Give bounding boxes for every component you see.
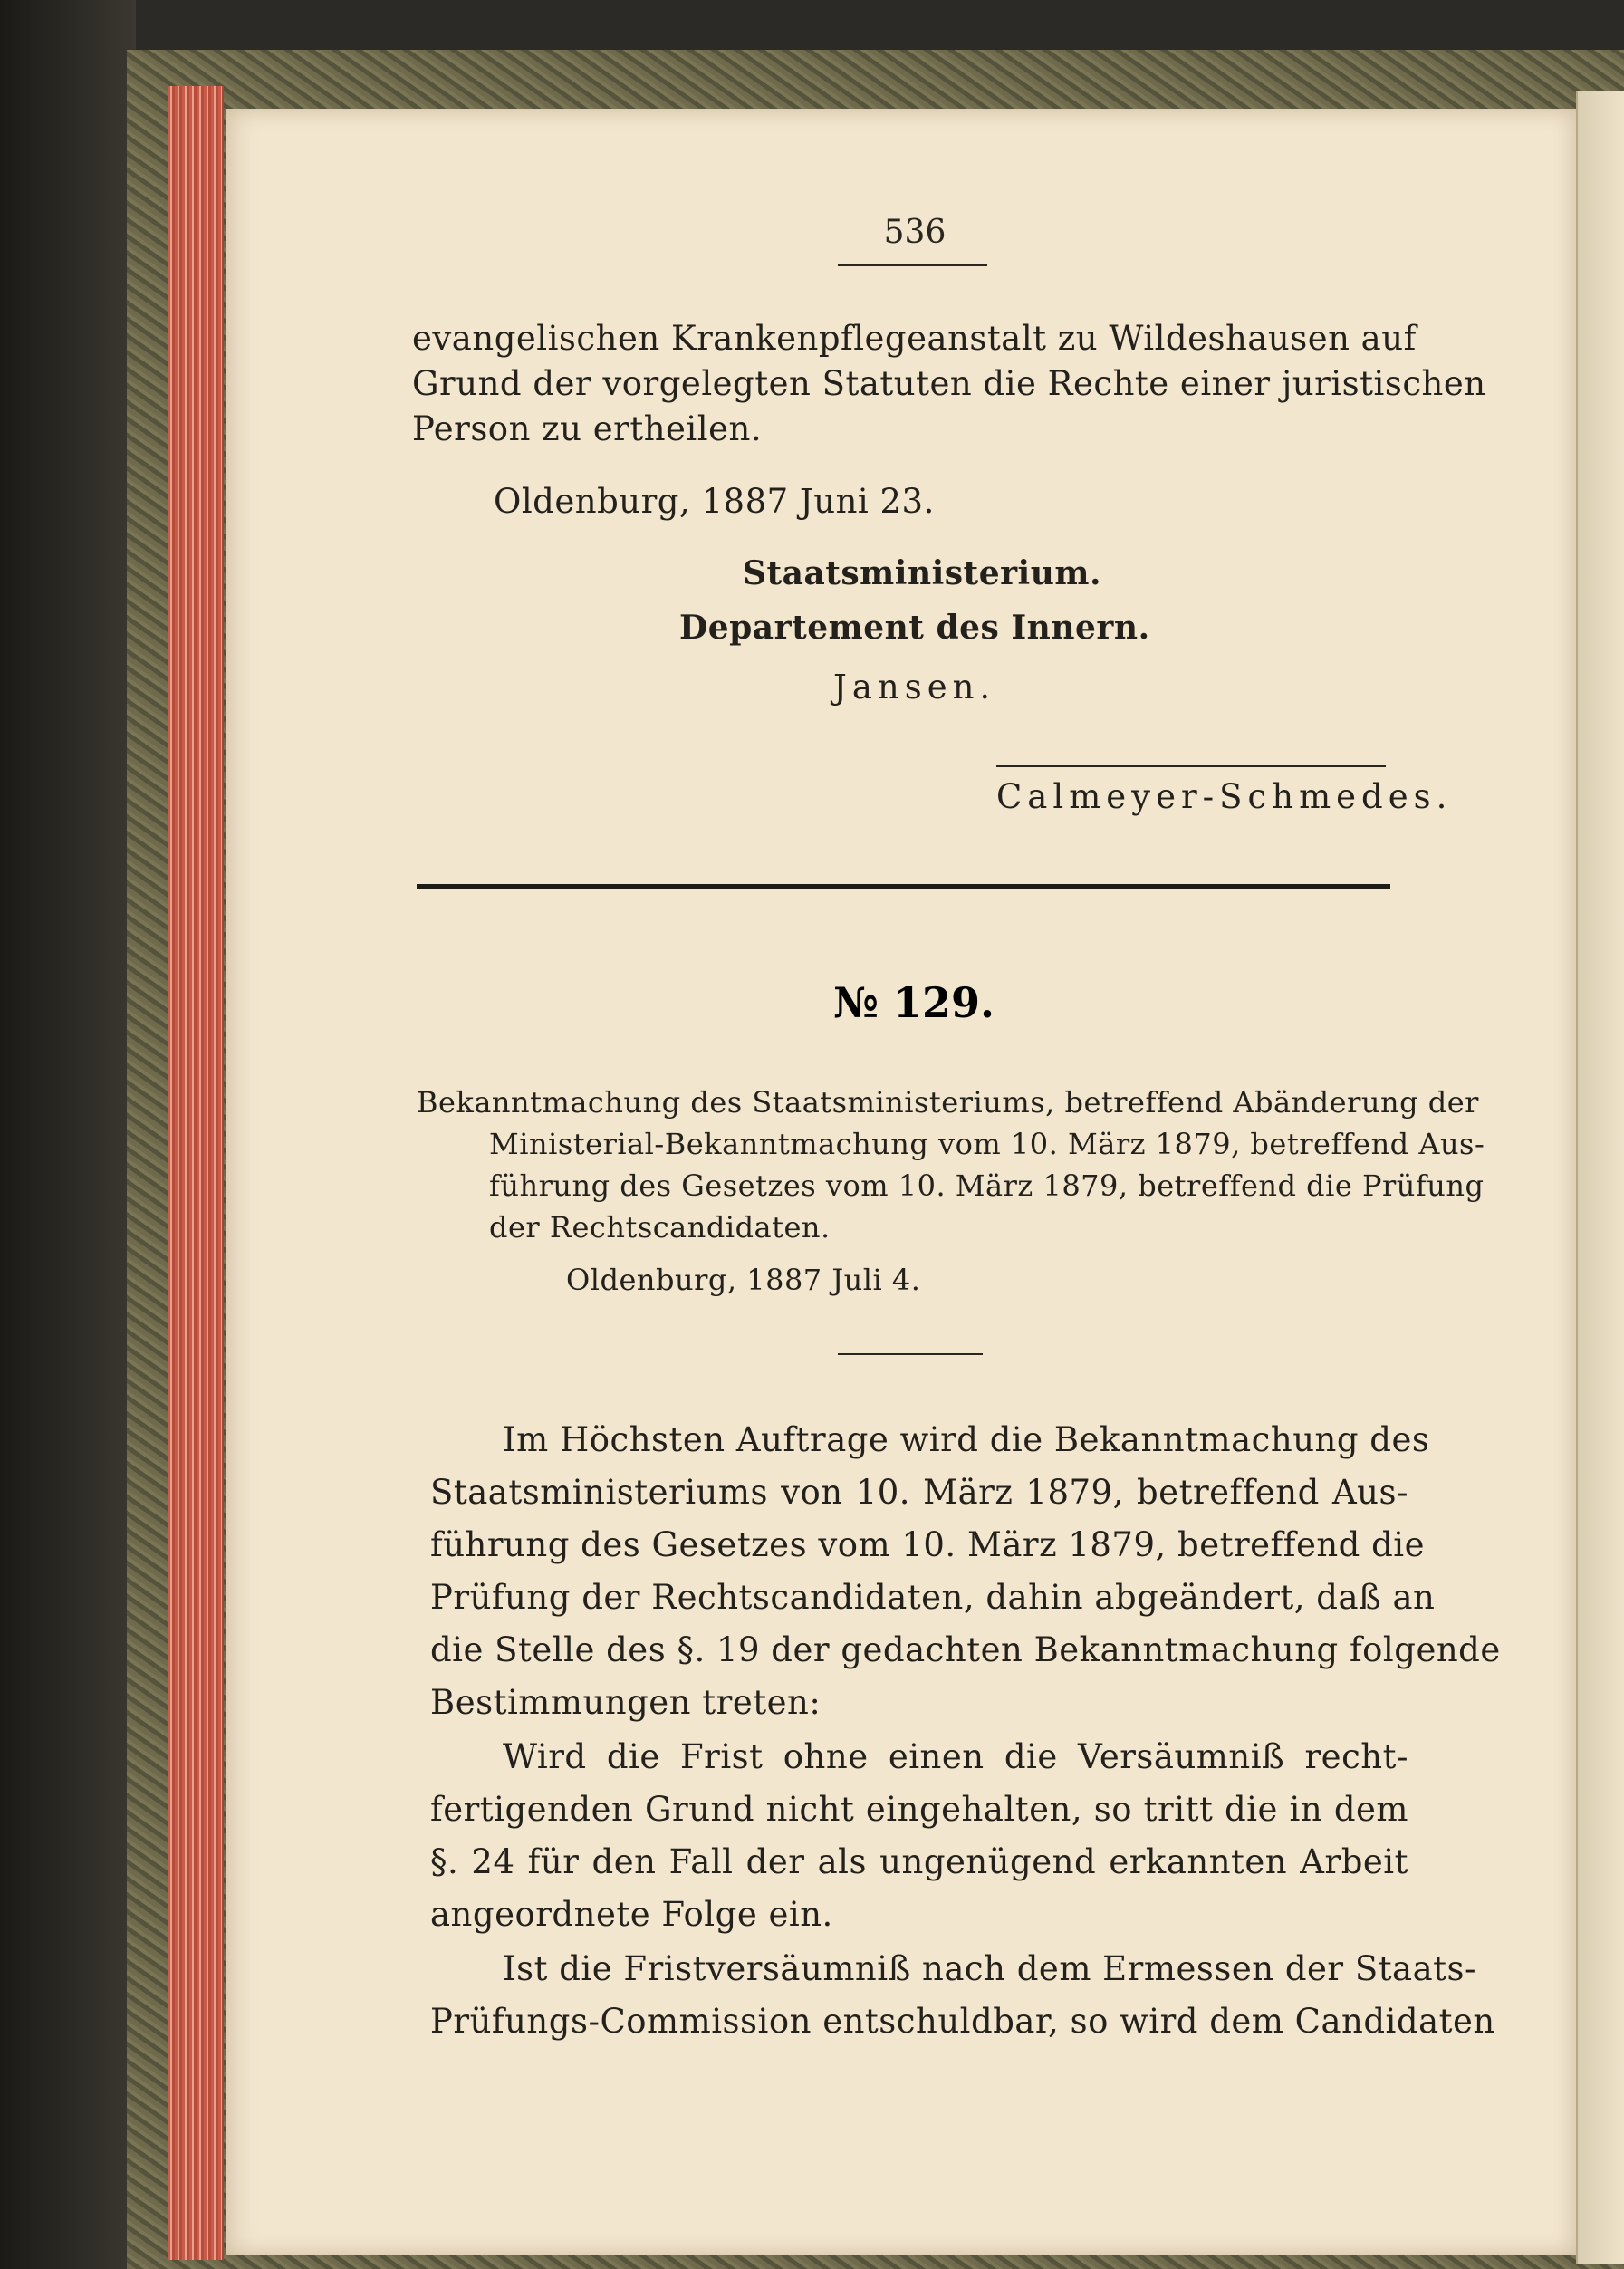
body-line: §. 24 für den Fall der als ungenügend erkannten Arbeit [430,1842,1408,1881]
announcement-line: führung des Gesetzes vom 10. März 1879, betreffend die Prüfung [489,1168,1485,1203]
body-line: Im Höchsten Auftrage wird die Bekanntmachung des [503,1420,1430,1459]
body-line: Wird die Frist ohne einen die Versäumniß recht- [503,1737,1408,1776]
department-heading: Departement des Innern. [679,609,1150,647]
announcement-rule [838,1353,983,1355]
intro-line: Person zu ertheilen. [412,409,763,448]
section-divider [417,884,1390,889]
body-line: führung des Gesetzes vom 10. März 1879, betreffend die [430,1525,1426,1564]
intro-line: Grund der vorgelegten Statuten die Rechte einer juristischen [412,364,1486,403]
announcement-line: Ministerial-Bekanntmachung vom 10. März 1879, betreffend Aus- [489,1127,1485,1161]
intro-line: evangelischen Krankenpflegeanstalt zu Wildeshausen auf [412,319,1417,358]
page-number: 536 [883,214,947,251]
facing-page-edge [1576,91,1624,2264]
page-number-rule [838,264,987,266]
announcement-number: № 129. [833,978,995,1027]
signature-rule [996,765,1386,767]
book-spine [0,0,136,2269]
body-line: die Stelle des §. 19 der gedachten Bekanntmachung folgende [430,1630,1501,1669]
announcement-date: Oldenburg, 1887 Juli 4. [566,1263,921,1297]
body-line: Prüfungs-Commission entschuldbar, so wird dem Candidaten [430,2002,1495,2041]
date-line: Oldenburg, 1887 Juni 23. [494,482,935,521]
announcement-line: der Rechtscandidaten. [489,1210,831,1245]
countersignature: Calmeyer-Schmedes. [996,777,1453,816]
body-line: fertigenden Grund nicht eingehalten, so tritt die in dem [430,1790,1408,1829]
body-line: Bestimmungen treten: [430,1683,822,1722]
signature: Jansen. [833,668,996,707]
body-line: Ist die Fristversäumniß nach dem Ermessen der Staats- [503,1949,1477,1988]
body-line: angeordnete Folge ein. [430,1895,833,1934]
authority-heading: Staatsministerium. [743,554,1102,592]
announcement-line: Bekanntmachung des Staatsministeriums, betreffend Abänderung der [417,1085,1479,1120]
body-line: Prüfung der Rechtscandidaten, dahin abgeändert, daß an [430,1578,1436,1617]
page-edges [168,86,224,2260]
body-line: Staatsministeriums von 10. März 1879, betreffend Aus- [430,1473,1408,1512]
